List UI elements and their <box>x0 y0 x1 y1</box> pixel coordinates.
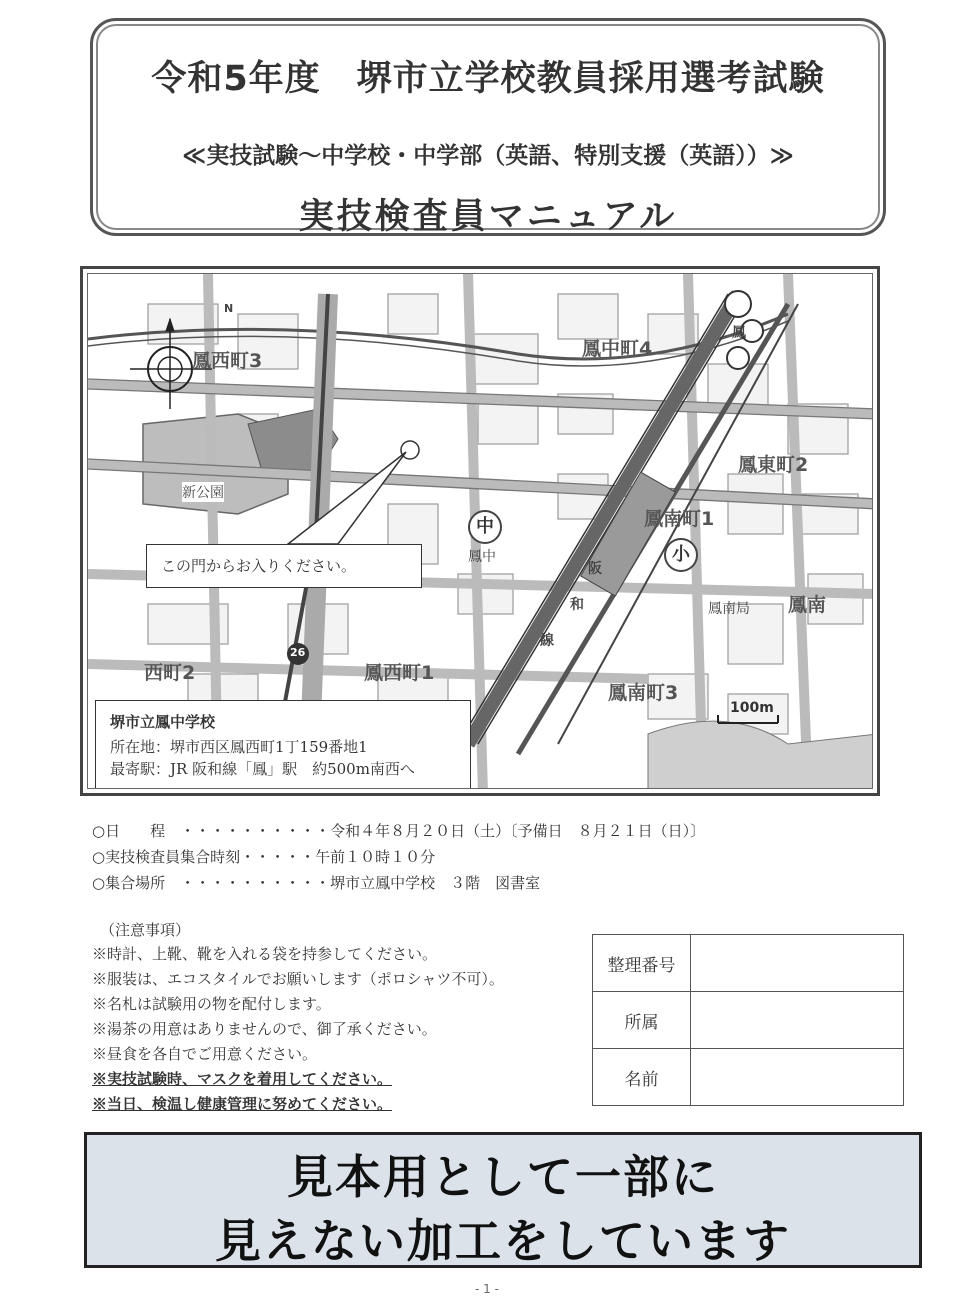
area-label: 鳳東町2 <box>738 454 809 476</box>
line-label: 阪 <box>588 561 602 577</box>
registration-table <box>592 934 904 1106</box>
school-info-box <box>95 700 471 789</box>
entrance-callout: この門からお入りください。 <box>146 544 422 588</box>
nearest-station: 最寄駅：JR 阪和線「鳳」駅 約500m南西へ <box>110 760 415 778</box>
area-label: 鳳西町1 <box>364 662 435 684</box>
area-label: 鳳西町3 <box>192 350 263 372</box>
schedule-time: ○実技検査員集合時刻・・・・・午前１０時１０分 <box>92 848 436 866</box>
area-label: 鳳南 <box>788 594 827 616</box>
station-label: 鳳 <box>732 325 746 341</box>
notice-line: 見本用として一部に <box>287 1150 719 1204</box>
notes <box>92 918 504 1117</box>
school-label: 鳳中 <box>468 549 496 565</box>
line-label: 線 <box>540 633 554 649</box>
reg-value <box>691 1049 904 1106</box>
bus-stop-icon-2 <box>727 347 749 369</box>
table-row <box>593 935 904 992</box>
area-label: 鳳南町3 <box>608 682 679 704</box>
note-item: ※時計、上靴、靴を入れる袋を持参してください。 <box>92 945 438 963</box>
school-address: 所在地：堺市西区鳳西町1丁159番地1 <box>110 738 368 756</box>
schedule-date: ○日 程 ・・・・・・・・・・令和４年８月２０日（土）〔予備日 ８月２１日（日）〕 <box>92 822 706 840</box>
page-number: - 1 - <box>475 1282 499 1296</box>
schedule <box>92 818 705 896</box>
scale-label: 100m <box>730 700 774 716</box>
table-row <box>593 992 904 1049</box>
area-label: 鳳中町4 <box>582 338 653 360</box>
area-label: 西町2 <box>144 662 196 684</box>
access-map <box>80 266 880 796</box>
exam-title: 令和5年度 堺市立学校教員採用選考試験 <box>151 59 825 99</box>
note-item-important: ※当日、検温し健康管理に努めてください。 <box>92 1095 393 1113</box>
reg-label: 所属 <box>593 992 691 1049</box>
elementary-school-icon: 小 <box>664 538 698 572</box>
sample-notice-banner <box>84 1132 922 1268</box>
junior-high-school-icon: 中 <box>468 510 502 544</box>
area-label: 鳳南町1 <box>644 508 715 530</box>
map-canvas <box>87 273 873 789</box>
route-number: 26 <box>290 646 306 659</box>
notice-line: 見えない加工をしています <box>215 1214 791 1268</box>
station-marker-icon <box>725 291 751 317</box>
reg-label: 整理番号 <box>593 935 691 992</box>
schedule-place: ○集合場所 ・・・・・・・・・・堺市立鳳中学校 ３階 図書室 <box>92 874 541 892</box>
line-label: 和 <box>570 597 584 613</box>
reg-value <box>691 935 904 992</box>
gate-marker <box>401 441 419 459</box>
title-box <box>90 18 886 236</box>
note-item: ※名札は試験用の物を配付します。 <box>92 995 331 1013</box>
school-name: 堺市立鳳中学校 <box>110 713 216 731</box>
reg-label: 名前 <box>593 1049 691 1106</box>
note-item: ※服装は、エコスタイルでお願いします（ポロシャツ不可）。 <box>92 970 504 988</box>
note-item: ※湯茶の用意はありませんので、御了承ください。 <box>92 1020 437 1038</box>
table-row <box>593 1049 904 1106</box>
note-item: ※昼食を各自でご用意ください。 <box>92 1045 318 1063</box>
park-label: 新公園 <box>182 482 224 502</box>
manual-title: 実技検査員マニュアル <box>298 197 678 237</box>
notes-title: （注意事項） <box>100 921 191 939</box>
compass-north: N <box>224 302 234 315</box>
post-office-label: 鳳南局 <box>708 601 750 617</box>
note-item-important: ※実技試験時、マスクを着用してください。 <box>92 1070 393 1088</box>
reg-value <box>691 992 904 1049</box>
exam-subtitle: ≪実技試験～中学校・中学部（英語、特別支援（英語））≫ <box>182 143 794 169</box>
